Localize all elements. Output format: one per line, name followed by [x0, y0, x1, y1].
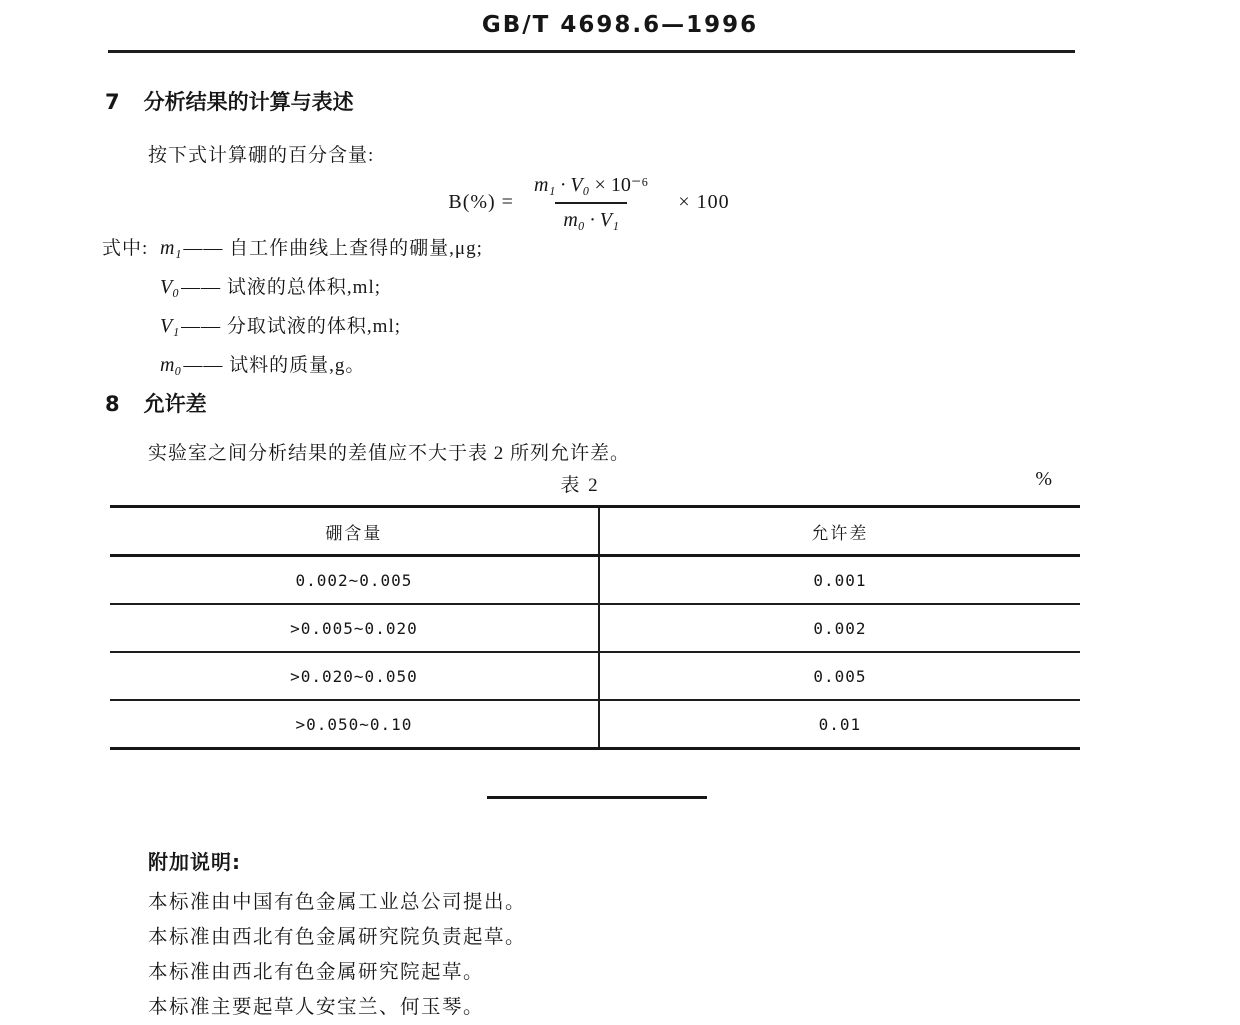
additional-notes [148, 846, 526, 1025]
section-8-heading [105, 388, 207, 418]
cell-range: 0.002~0.005 [110, 557, 600, 603]
definition-line [102, 272, 483, 311]
document-number: GB/T 4698.6—1996 [481, 12, 759, 38]
formula-numerator [526, 172, 656, 202]
permissible-difference-table [110, 505, 1080, 750]
definition-line [102, 233, 483, 272]
section-7-number: 7 [105, 90, 120, 114]
cell-range: >0.050~0.10 [110, 701, 600, 747]
numerator-variables: m₁ · V₀ [533, 174, 590, 196]
header-rule [108, 50, 1075, 53]
definition-m1: —— 自工作曲线上查得的硼量,μg; [183, 238, 483, 259]
section-8-title: 允许差 [143, 392, 207, 416]
definition-m0: —— 试料的质量,g。 [183, 355, 366, 376]
table-row [110, 557, 1080, 605]
cell-tolerance: 0.001 [813, 570, 867, 590]
notes-line-drafted-by: 本标准由西北有色金属研究院起草。 [148, 962, 485, 983]
notes-line-responsible-drafter: 本标准由西北有色金属研究院负责起草。 [148, 927, 527, 948]
cell-tolerance: 0.002 [813, 618, 867, 638]
table-row [110, 653, 1080, 701]
formula-fraction [526, 172, 656, 232]
formula-multiplier: × 100 [678, 190, 730, 213]
cell-range: >0.020~0.050 [110, 653, 600, 699]
definition-v1: —— 分取试液的体积,ml; [181, 316, 402, 337]
where-label: 式中: [102, 238, 149, 259]
section-8-intro: 实验室之间分析结果的差值应不大于表 2 所列允许差。 [148, 443, 631, 464]
table-row [110, 701, 1080, 747]
end-divider-rule [487, 796, 707, 799]
notes-heading: 附加说明: [148, 850, 241, 874]
formula-lhs: B(%) = [448, 190, 514, 213]
cell-tolerance: 0.005 [813, 666, 867, 686]
boron-percentage-formula [0, 172, 1240, 232]
symbol-definitions [102, 233, 483, 389]
numerator-exponent: × 10⁻⁶ [589, 174, 649, 196]
cell-tolerance: 0.01 [818, 714, 862, 734]
symbol-v0: V₀ [160, 276, 180, 298]
definition-v0: —— 试液的总体积,ml; [181, 277, 382, 298]
formula-denominator: m₀ · V₁ [555, 202, 627, 232]
header-permissible-difference: 允许差 [811, 523, 869, 543]
definition-line [102, 311, 483, 350]
table-caption-row [110, 470, 1080, 498]
notes-line-chief-drafters: 本标准主要起草人安宝兰、何玉琴。 [148, 997, 485, 1018]
notes-line-proposed-by: 本标准由中国有色金属工业总公司提出。 [148, 892, 527, 913]
table-header-row [110, 508, 1080, 557]
section-7-intro: 按下式计算硼的百分含量: [148, 145, 375, 166]
section-7-heading [105, 86, 354, 116]
table-unit: % [1035, 468, 1052, 490]
section-8-number: 8 [105, 392, 120, 416]
cell-range: >0.005~0.020 [110, 605, 600, 651]
header-boron-content: 硼含量 [110, 508, 600, 554]
symbol-m1: m₁ [160, 237, 182, 259]
table-row [110, 605, 1080, 653]
definition-line [102, 350, 483, 389]
table-caption: 表 2 [560, 475, 600, 496]
symbol-m0: m₀ [160, 354, 182, 376]
symbol-v1: V₁ [160, 315, 180, 337]
section-7-title: 分析结果的计算与表述 [143, 90, 354, 114]
